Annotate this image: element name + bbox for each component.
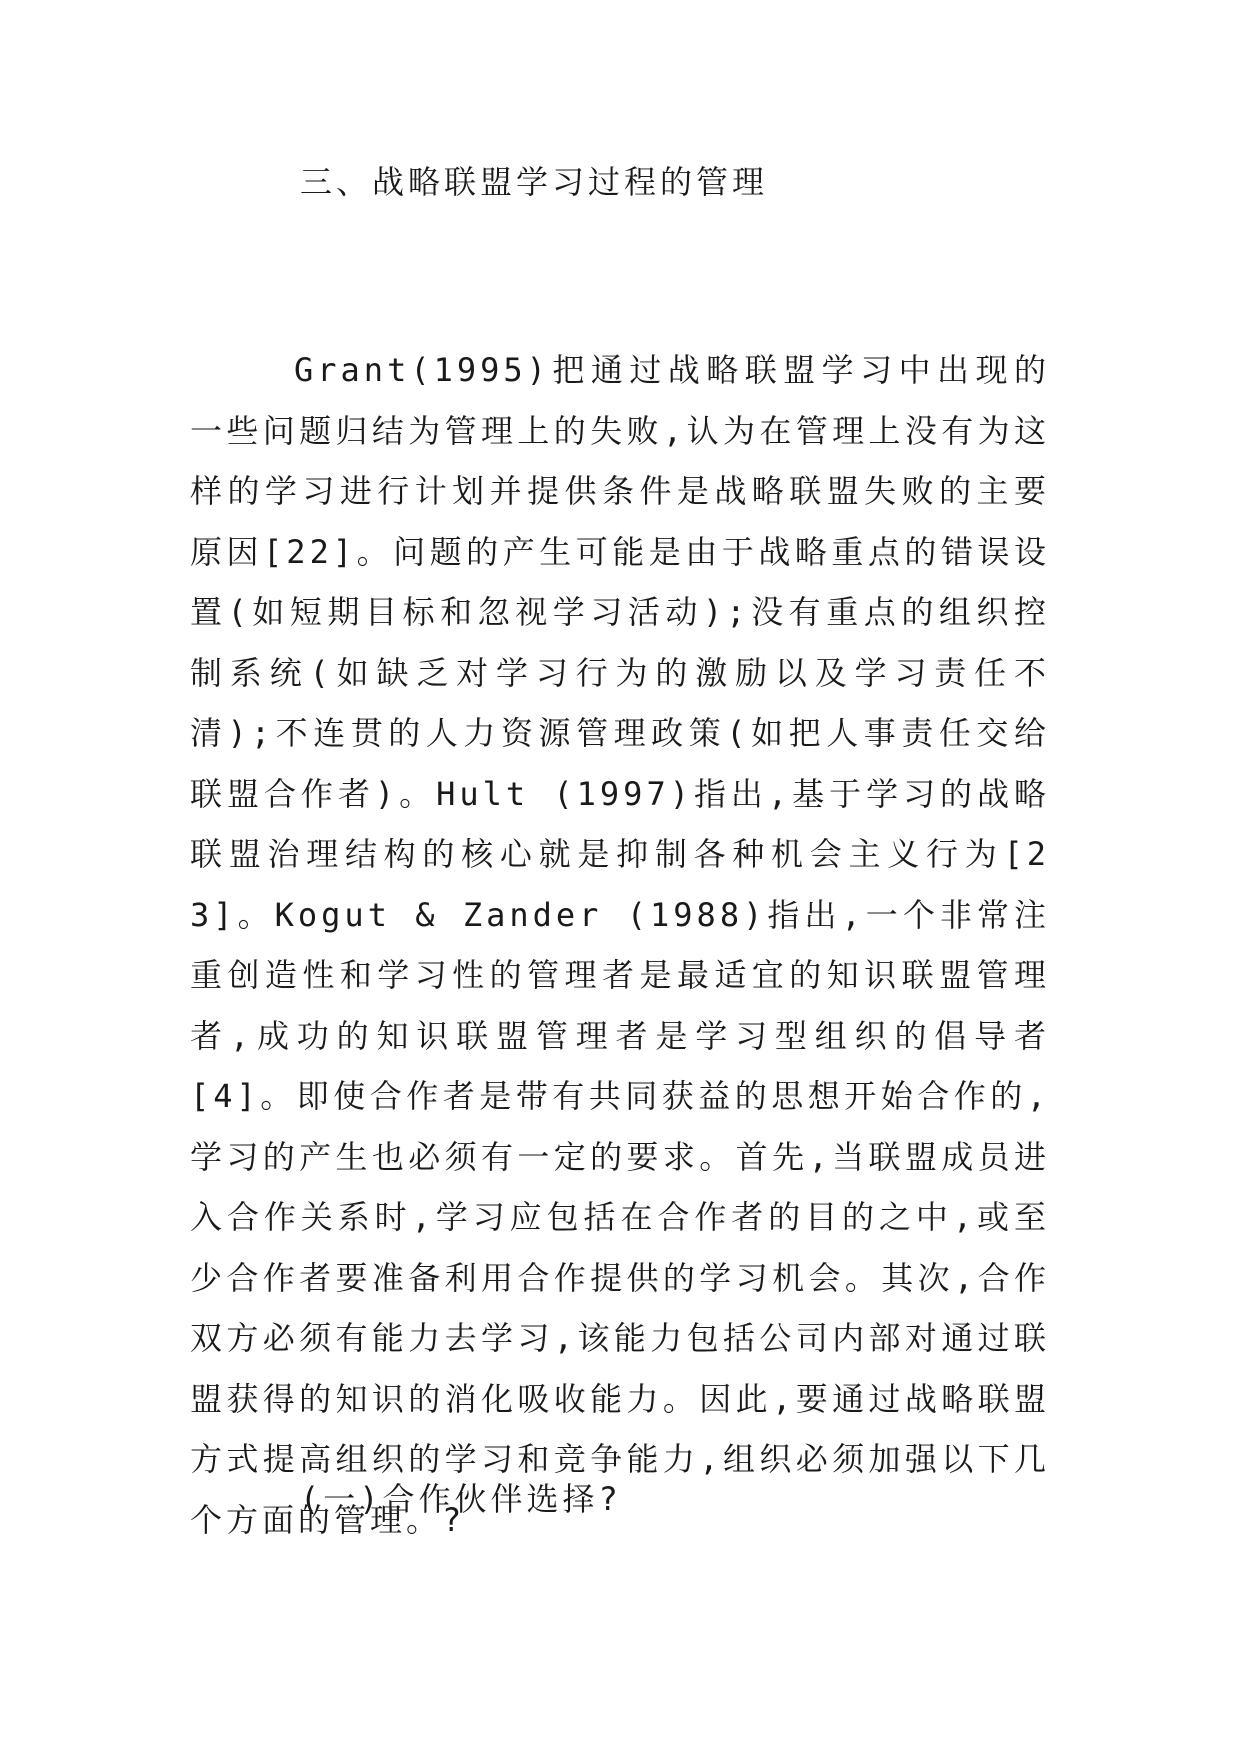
sub-heading: (一)合作伙伴选择?: [300, 1480, 622, 1518]
body-paragraph: Grant(1995)把通过战略联盟学习中出现的一些问题归结为管理上的失败,认为在管理上没有为这样的学习进行计划并提供条件是战略联盟失败的主要原因[22]。问题的产生可能是由于战略重点的错误设置(如短期目标和忽视学习活动);没有重点的组织控制系统(如缺乏对学习行为的激励以及学习责任不清);不连贯的人力资源管理政策(如把人事责任交给联盟合作者)。Hult (1997)指出,基于学习的战略联盟治理结构的核心就是抑制各种机会主义行为[23]。Kogut & Zander (1988)指出,一个非常注重创造性和学习性的管理者是最适宜的知识联盟管理者,成功的知识联盟管理者是学习型组织的倡导者[4]。即使合作者是带有共同获益的思想开始合作的,学习的产生也必须有一定的要求。首先,当联盟成员进入合作关系时,学习应包括在合作者的目的之中,或至少合作者要准备利用合作提供的学习机会。其次,合作双方必须有能力去学习,该能力包括公司内部对通过联盟获得的知识的消化吸收能力。因此,要通过战略联盟方式提高组织的学习和竞争能力,组织必须加强以下几个方面的管理。?: [190, 351, 1050, 1539]
section-heading: 三、战略联盟学习过程的管理: [300, 163, 769, 201]
